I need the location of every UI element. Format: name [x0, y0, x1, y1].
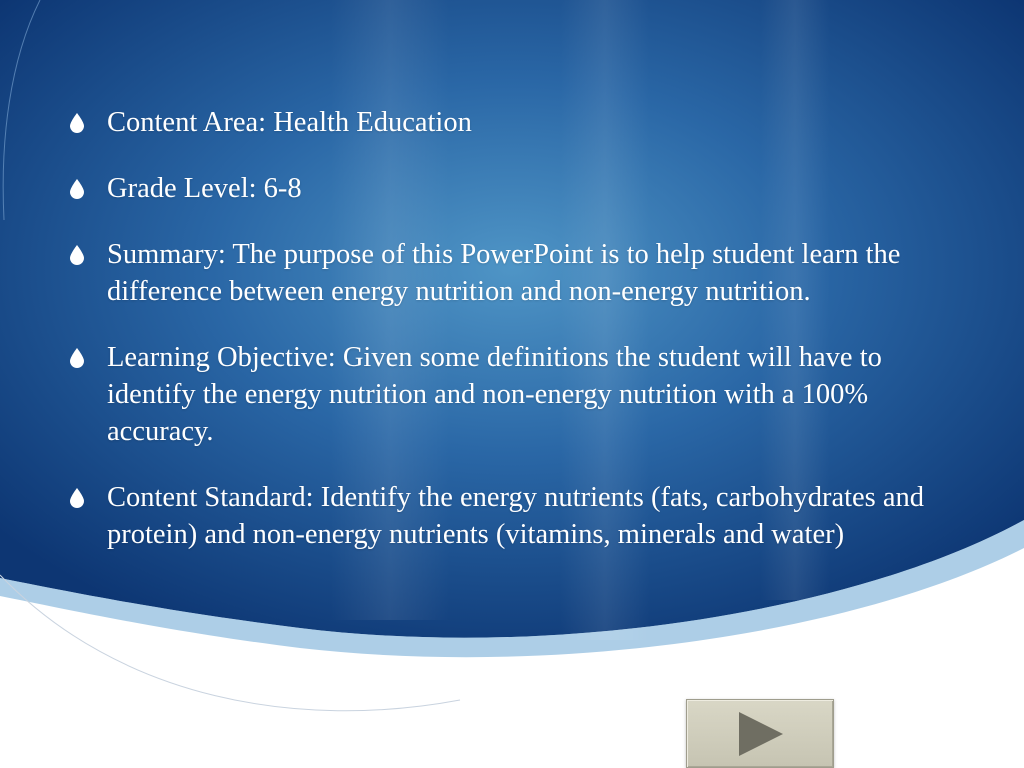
bullet-content-area — [66, 104, 926, 141]
bullet-text: Grade Level: 6-8 — [107, 173, 302, 204]
bullet-summary — [66, 236, 926, 310]
drop-bullet-icon — [70, 113, 84, 133]
bullet-content-standard — [66, 479, 926, 553]
bullet-text: Summary: The purpose of this PowerPoint is to help student learn the difference between energy nutrition and non-energy nutrition. — [107, 239, 901, 307]
bullet-grade-level — [66, 170, 926, 207]
drop-bullet-icon — [70, 488, 84, 508]
bullet-text: Content Standard: Identify the energy nutrients (fats, carbohydrates and protein) and non-energy nutrients (vitamins, minerals and water) — [107, 482, 925, 550]
drop-bullet-icon — [70, 179, 84, 199]
drop-bullet-icon — [70, 245, 84, 265]
bullet-list — [66, 104, 926, 582]
bullet-learning-objective — [66, 339, 926, 450]
next-slide-button[interactable] — [686, 699, 834, 768]
bullet-text: Learning Objective: Given some definitions the student will have to identify the energy nutrition and non-energy nutrition with a 100% accuracy. — [107, 342, 882, 447]
drop-bullet-icon — [70, 348, 84, 368]
play-triangle-icon — [737, 710, 785, 758]
bullet-text: Content Area: Health Education — [107, 107, 472, 138]
